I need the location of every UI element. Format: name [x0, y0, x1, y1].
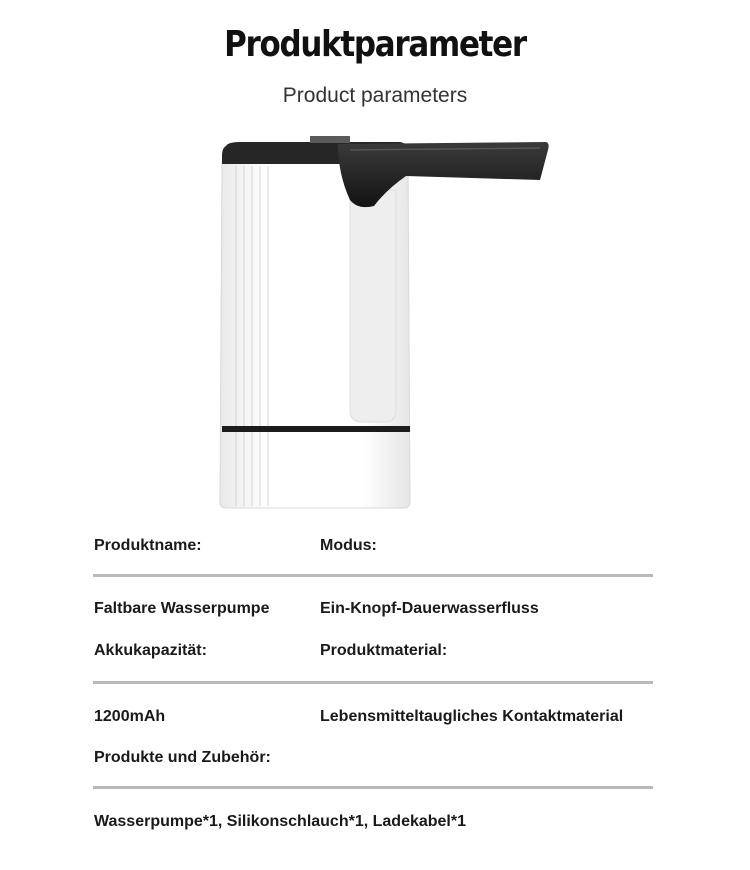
value-mode: Ein-Knopf-Dauerwasserfluss: [320, 600, 539, 617]
label-product-material: Produktmaterial:: [320, 642, 448, 659]
divider-1: [93, 574, 653, 577]
page-subtitle: Product parameters: [282, 84, 468, 107]
water-pump-image: [210, 130, 560, 515]
page-title: Produktparameter: [224, 24, 526, 65]
label-battery-capacity: Akkukapazität:: [94, 642, 207, 659]
value-product-name: Faltbare Wasserpumpe: [94, 600, 270, 617]
label-products-accessories: Produkte und Zubehör:: [94, 749, 271, 766]
value-battery-capacity: 1200mAh: [94, 708, 166, 725]
value-product-material: Lebensmitteltaugliches Kontaktmaterial: [320, 708, 624, 725]
divider-2: [93, 681, 653, 684]
label-product-name: Produktname:: [94, 537, 202, 554]
label-mode: Modus:: [320, 537, 377, 554]
value-products-accessories: Wasserpumpe*1, Silikonschlauch*1, Ladekabel*1: [94, 813, 466, 830]
divider-3: [93, 786, 653, 789]
